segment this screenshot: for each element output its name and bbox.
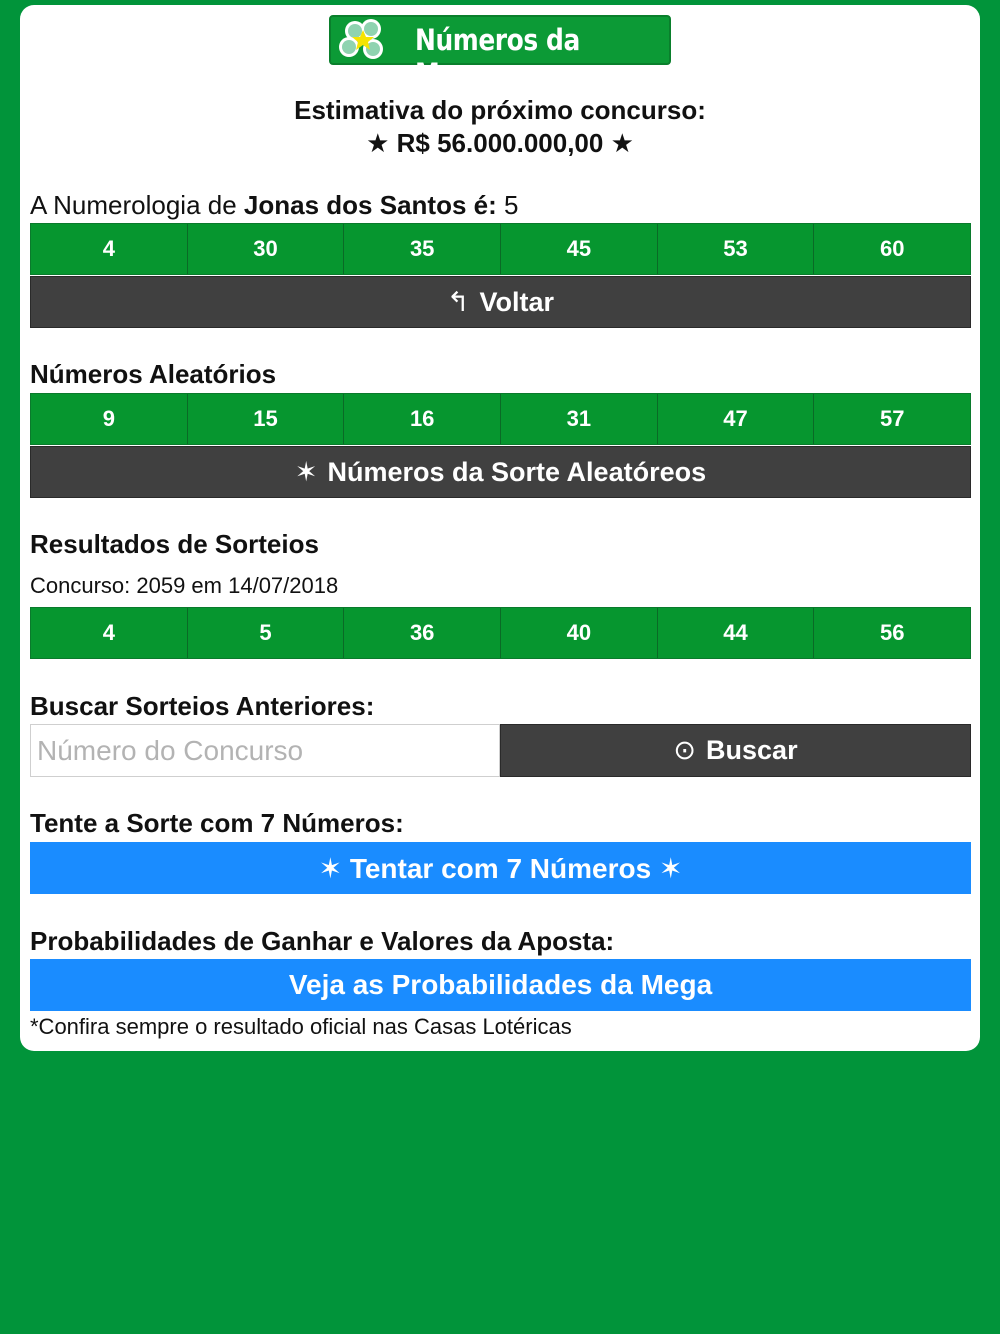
logo-title: Números da Mega — [415, 23, 580, 91]
target-icon: ⊙ — [673, 735, 697, 765]
random-numbers — [30, 393, 971, 445]
seven-title: Tente a Sorte com 7 Números: — [30, 808, 404, 838]
numerology-name: Jonas dos Santos — [243, 190, 467, 220]
random-title: Números Aleatórios — [30, 359, 277, 389]
main-card — [20, 5, 980, 1051]
app-logo — [329, 15, 671, 91]
try-seven-numbers-button[interactable]: ✶ Tentar com 7 Números ✶ — [30, 842, 971, 894]
number-cell: 40 — [500, 608, 657, 658]
numerology-label — [30, 190, 518, 221]
number-cell: 4 — [31, 224, 187, 274]
search-button-label: Buscar — [706, 735, 798, 765]
number-cell: 36 — [343, 608, 500, 658]
estimate-title: Estimativa do próximo concurso: — [294, 95, 706, 125]
probabilities-button[interactable]: Veja as Probabilidades da Mega — [30, 959, 971, 1011]
number-cell: 35 — [343, 224, 500, 274]
number-cell: 4 — [31, 608, 187, 658]
numerology-value: 5 — [496, 190, 519, 220]
search-title: Buscar Sorteios Anteriores: — [30, 691, 375, 721]
numerology-prefix: A Numerologia de — [30, 190, 244, 220]
contest-info: Concurso: 2059 em 14/07/2018 — [30, 573, 339, 598]
number-cell: 30 — [187, 224, 344, 274]
clover-icon — [333, 17, 413, 65]
numerology-suffix: é: — [466, 190, 497, 220]
results-numbers — [30, 607, 971, 659]
number-cell: 47 — [657, 394, 814, 444]
number-cell: 60 — [813, 224, 970, 274]
disclaimer: *Confira sempre o resultado oficial nas Casas Lotéricas — [30, 1014, 572, 1039]
number-cell: 45 — [500, 224, 657, 274]
back-arrow-icon: ↰ — [446, 286, 470, 317]
back-button[interactable] — [30, 276, 971, 328]
number-cell: 44 — [657, 608, 814, 658]
number-cell: 53 — [657, 224, 814, 274]
number-cell: 56 — [813, 608, 970, 658]
number-cell: 57 — [813, 394, 970, 444]
number-cell: 31 — [500, 394, 657, 444]
probabilities-title: Probabilidades de Ganhar e Valores da Aposta: — [30, 926, 615, 956]
random-button-label: Números da Sorte Aleatóreos — [327, 456, 707, 487]
number-cell: 9 — [31, 394, 187, 444]
results-title: Resultados de Sorteios — [30, 529, 319, 559]
number-cell: 15 — [187, 394, 344, 444]
number-cell: 16 — [343, 394, 500, 444]
search-button[interactable] — [500, 724, 971, 777]
number-cell: 5 — [187, 608, 344, 658]
numerology-numbers — [30, 223, 971, 275]
back-button-label: Voltar — [479, 286, 555, 317]
sparkle-icon: ✶ — [294, 456, 318, 487]
random-numbers-button[interactable] — [30, 446, 971, 498]
estimate-value: ★ R$ 56.000.000,00 ★ — [366, 128, 634, 158]
contest-number-input[interactable] — [30, 724, 500, 777]
